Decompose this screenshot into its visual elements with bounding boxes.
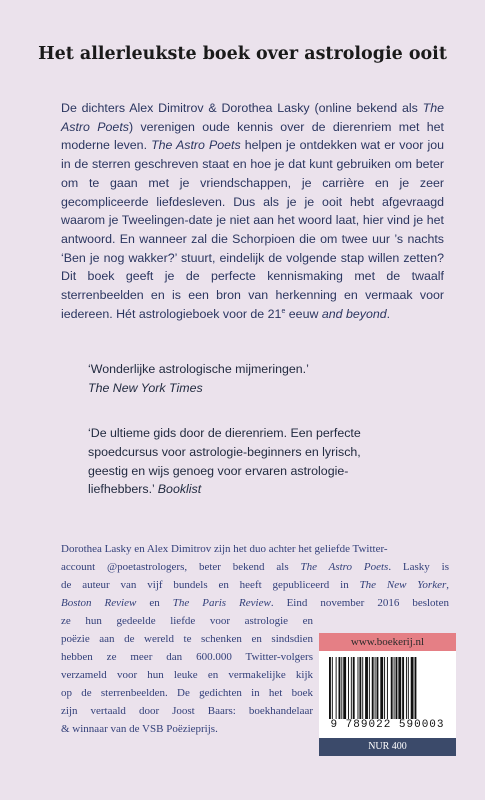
- barcode-bar: [384, 657, 385, 719]
- bio-text: de auteur van vijf bundels en heeft gepubliceerd in: [61, 579, 360, 591]
- blurb-line: ’s nachts ‘Ben je nog wakker?’ stuurt, eindelijk de volgende stap: [61, 231, 444, 265]
- blurb-line: moderne leven.: [61, 138, 152, 153]
- barcode-bar: [415, 657, 417, 719]
- blurb-line: helpen je ontdekken wat er voor: [240, 138, 424, 153]
- blurb-line: De dichters Alex Dimitrov & Dorothea Lasky (online bekend als: [61, 101, 418, 115]
- bio-line: [61, 558, 449, 576]
- blurb-line: om beter om te gaan met je vriendschappen, je carrière en je zeer: [61, 157, 444, 190]
- blurb-line: waarom je Tweelingen-date je niet aan het woord laat, hier vind: [61, 213, 410, 228]
- review-quote-1: [88, 360, 428, 398]
- review-quote-2: [88, 424, 428, 499]
- nur-code: NUR 400: [319, 738, 456, 756]
- barcode-bar: [343, 657, 346, 719]
- barcode-bar: [408, 657, 409, 719]
- bio-italic: The Astro Poets: [300, 561, 389, 573]
- blurb-line: eeuw: [285, 306, 322, 321]
- bio-line: zijn vertaald door Joost Baars: boekhandelaar: [61, 705, 313, 717]
- quote-line: spoedcursus voor astrologie-beginners en lyrisch,: [88, 444, 361, 459]
- bio-text: . Lasky is: [388, 561, 449, 573]
- blurb-line: je het antwoord. En wanneer zal die Schorpioen die om twee uur: [61, 213, 445, 246]
- blurb-text: [61, 99, 444, 323]
- bio-line: [61, 594, 449, 612]
- barcode-bar: [402, 657, 404, 719]
- barcode-bar: [380, 657, 383, 719]
- barcode-bar: [375, 657, 376, 719]
- blurb-italic: The Astro Poets: [61, 101, 444, 134]
- barcode-bar: [387, 657, 388, 719]
- barcode-bar: [351, 657, 352, 719]
- barcode: [319, 651, 456, 738]
- quote-source: The New York Times: [88, 380, 203, 395]
- barcode-bar: [341, 657, 342, 719]
- barcode-bar: [377, 657, 379, 719]
- barcode-bar: [398, 657, 401, 719]
- blurb-line: jou in de sterren geschreven staat en hoe je dat kunt gebruiken: [61, 138, 444, 172]
- barcode-bar: [369, 657, 370, 719]
- barcode-bar: [406, 657, 407, 719]
- quote-line: geestig en wijs genoeg voor ervaren astrologie-: [88, 463, 349, 478]
- bio-line: ze hun gedeelde liefde voor astrologie en: [61, 615, 313, 627]
- bio-italic: Boston Review: [61, 597, 137, 609]
- blurb-line: voor iedereen. Hét astrologieboek voor de 21: [61, 288, 444, 321]
- quote-line: ‘De ultieme gids door de dierenriem. Een perfecte: [88, 426, 361, 440]
- bio-line: Dorothea Lasky en Alex Dimitrov zijn het duo achter het geliefde Twitter-: [61, 543, 388, 555]
- barcode-bar: [362, 657, 363, 719]
- bio-line: verzameld voor hun leuke en vermakelijke kijk: [61, 669, 313, 681]
- barcode-bar: [358, 657, 359, 719]
- barcode-bar: [336, 657, 337, 719]
- barcode-bar: [396, 657, 398, 719]
- bio-line: poëzie aan de wereld te schenken en sindsdien: [61, 633, 313, 645]
- quote-line: liefhebbers.’: [88, 482, 158, 497]
- bio-line: [61, 576, 449, 594]
- bio-text: . Eind november 2016 besloten: [270, 597, 449, 609]
- bio-italic: The New Yorker: [359, 579, 447, 591]
- barcode-bar: [353, 657, 355, 719]
- blurb-line: ) verenigen oude kennis over de dierenriem met het: [128, 119, 445, 134]
- back-cover-title: Het allerleukste boek over astrologie ooit: [38, 44, 447, 64]
- barcode-bar: [411, 657, 414, 719]
- barcode-bar: [391, 657, 393, 719]
- barcode-bar: [329, 657, 331, 719]
- bio-line: & winnaar van de VSB Poëzieprijs.: [61, 723, 218, 735]
- publisher-url: www.boekerij.nl: [319, 633, 456, 651]
- blurb-line: gecompliceerde liefdesleven. Dus als je je ooit hebt afgevraagd: [61, 194, 444, 209]
- isbn-number: 9 789022 590003: [330, 719, 445, 731]
- blurb-line: twaalf sterrenbeelden en is een bron van herkenning en vermaak: [61, 269, 444, 303]
- bio-text: en: [136, 597, 173, 609]
- blurb-line: willen zetten? Dit boek geeft je de perfecte kennismaking met de: [61, 250, 444, 284]
- bio-italic: The Paris Review: [172, 597, 271, 609]
- quote-text: ‘Wonderlijke astrologische mijmeringen.’: [88, 362, 309, 376]
- bio-line: op de sterrenbeelden. De gedichten in het boek: [61, 687, 313, 699]
- quote-source: Booklist: [157, 482, 202, 497]
- blurb-italic: The Astro Poets: [151, 138, 241, 153]
- blurb-italic: and beyond: [321, 306, 387, 321]
- bio-line: hebben ze meer dan 600.000 Twitter-volgers: [61, 651, 313, 663]
- barcode-bar: [394, 657, 395, 719]
- bio-text: account @poetastrologers, beter bekend als: [61, 561, 301, 573]
- barcode-bar: [332, 657, 333, 719]
- barcode-bar: [372, 657, 374, 719]
- barcode-bar: [359, 657, 361, 719]
- barcode-bar: [365, 657, 368, 719]
- barcode-bars: [329, 657, 446, 719]
- blurb-superscript: e: [281, 307, 286, 315]
- blurb-line: .: [386, 306, 391, 321]
- barcode-bar: [339, 657, 341, 719]
- barcode-bar: [348, 657, 349, 719]
- bio-text: ,: [446, 579, 449, 591]
